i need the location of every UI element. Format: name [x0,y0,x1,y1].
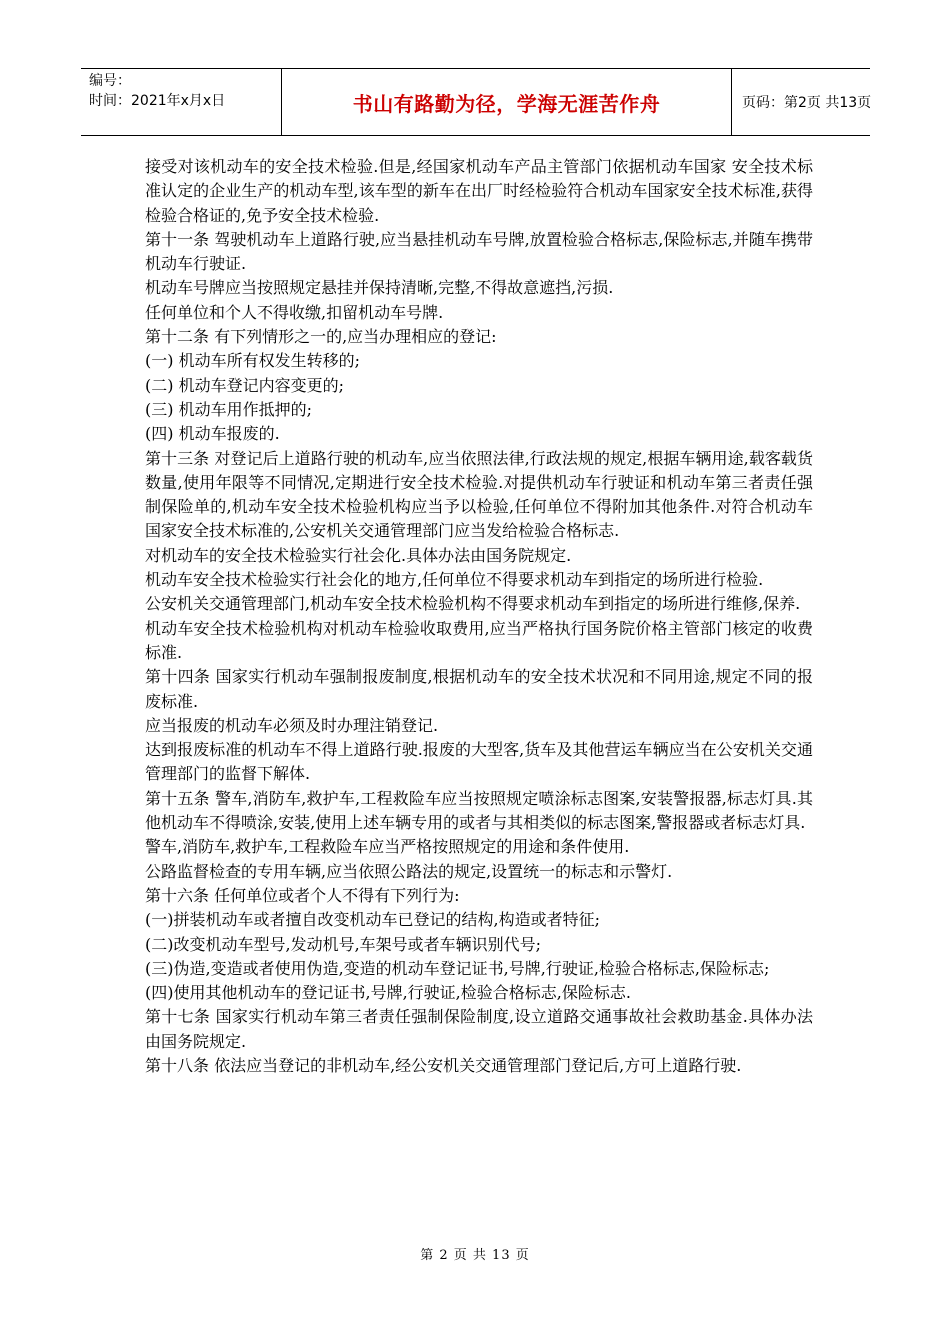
paragraph: 第十二条 有下列情形之一的,应当办理相应的登记: [145,327,497,347]
paragraph: 第十一条 驾驶机动车上道路行驶,应当悬挂机动车号牌,放置检验合格标志,保险标志,并随车携带机动车行驶证. [145,229,813,274]
paragraph: 机动车安全技术检验机构对机动车检验收取费用,应当严格执行国务院价格主管部门核定的收费标准. [145,618,813,662]
paragraph: 第十八条 依法应当登记的非机动车,经公安机关交通管理部门登记后,方可上道路行驶. [145,1055,742,1075]
paragraph: 达到报废标准的机动车不得上道路行驶.报废的大型客,货车及其他营运车辆应当在公安机关交通管理部门的监督下解体. [145,740,813,784]
time-label: 时间：2021年x月x日 [89,93,226,109]
paragraph: (三)伪造,变造或者使用伪造,变造的机动车登记证书,号牌,行驶证,检验合格标志,保险标志; [145,958,770,978]
paragraph: 接受对该机动车的安全技术检验.但是,经国家机动车产品主管部门依据机动车国家 安全技术标准认定的企业生产的机动车型,该车型的新车在出厂时经检验符合机动车国家安全技术标准,获得检验合格证的,免予安全技术检验. [145,157,813,225]
paragraph: 第十四条 国家实行机动车强制报废制度,根据机动车的安全技术状况和不同用途,规定不同的报废标准. [145,667,813,711]
header-motto: 书山有路勤为径，学海无涯苦作舟 [281,69,732,135]
paragraph: 机动车安全技术检验实行社会化的地方,任何单位不得要求机动车到指定的场所进行检验. [145,570,764,590]
header-page-number: 页码：第2页 共13页 [742,95,872,111]
paragraph: 警车,消防车,救护车,工程救险车应当严格按照规定的用途和条件使用. [145,837,630,857]
serial-label: 编号： [89,73,131,89]
paragraph: 机动车号牌应当按照规定悬挂并保持清晰,完整,不得故意遮挡,污损. [145,278,614,298]
paragraph: (二)改变机动车型号,发动机号,车架号或者车辆识别代号; [145,934,542,954]
paragraph: (二) 机动车登记内容变更的; [145,375,344,395]
paragraph: 对机动车的安全技术检验实行社会化.具体办法由国务院规定. [145,545,572,565]
paragraph: 任何单位和个人不得收缴,扣留机动车号牌. [145,302,444,322]
paragraph: (四) 机动车报废的. [145,424,280,444]
page-header [81,68,870,136]
paragraph: (四)使用其他机动车的登记证书,号牌,行驶证,检验合格标志,保险标志. [145,983,631,1003]
paragraph: 第十六条 任何单位或者个人不得有下列行为: [145,885,460,905]
document-body [145,155,813,1078]
paragraph: (一)拼装机动车或者擅自改变机动车已登记的结构,构造或者特征; [145,910,600,930]
paragraph: 公安机关交通管理部门,机动车安全技术检验机构不得要求机动车到指定的场所进行维修,保养. [145,594,801,614]
paragraph: 第十五条 警车,消防车,救护车,工程救险车应当按照规定喷涂标志图案,安装警报器,标志灯具.其他机动车不得喷涂,安装,使用上述车辆专用的或者与其相类似的标志图案,警报器或者标志灯具. [145,788,813,833]
paragraph: 第十七条 国家实行机动车第三者责任强制保险制度,设立道路交通事故社会救助基金.具体办法由国务院规定. [145,1007,813,1051]
paragraph: (一) 机动车所有权发生转移的; [145,351,360,371]
paragraph: 应当报废的机动车必须及时办理注销登记. [145,715,439,735]
page-footer: 第 2 页 共 13 页 [420,1248,530,1263]
paragraph: 公路监督检查的专用车辆,应当依照公路法的规定,设置统一的标志和示警灯. [145,861,673,881]
header-meta [81,69,281,135]
paragraph: 第十三条 对登记后上道路行驶的机动车,应当依照法律,行政法规的规定,根据车辆用途,载客载货数量,使用年限等不同情况,定期进行安全技术检验.对提供机动车行驶证和机动车第三者责任强制保险单的,机动车安全技术检验机构应当予以检验,任何单位不得附加其他条件.对符合机动车国家安全技术标准的,公安机关交通管理部门应当发给检验合格标志. [145,448,813,541]
paragraph: (三) 机动车用作抵押的; [145,399,312,419]
